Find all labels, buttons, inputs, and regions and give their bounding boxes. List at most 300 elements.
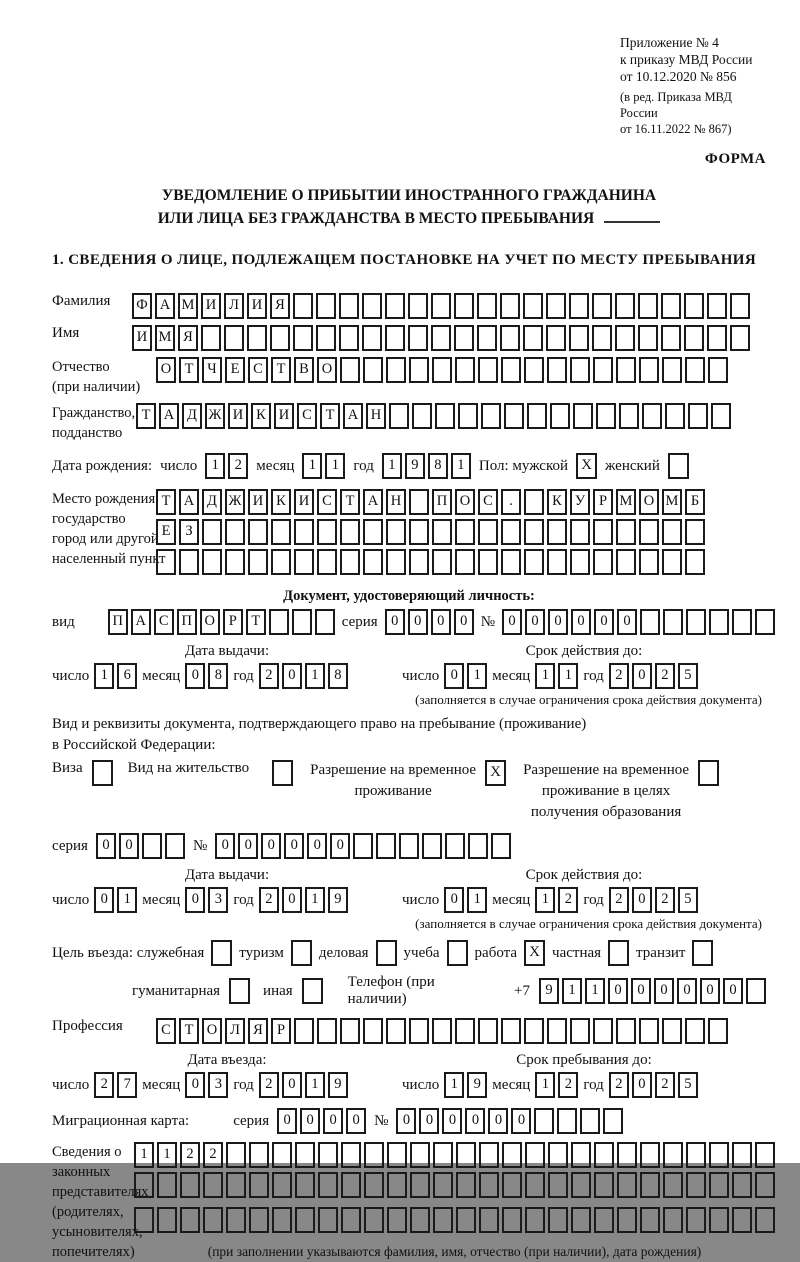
char-cell[interactable] bbox=[661, 293, 681, 319]
char-cell[interactable] bbox=[316, 293, 336, 319]
char-cell[interactable]: Ф bbox=[132, 293, 152, 319]
char-cell[interactable]: 0 bbox=[444, 663, 464, 689]
char-cell[interactable]: А bbox=[131, 609, 151, 635]
char-cell[interactable]: 0 bbox=[654, 978, 674, 1004]
char-cell[interactable]: 0 bbox=[617, 609, 637, 635]
char-cell[interactable]: 0 bbox=[488, 1108, 508, 1134]
char-cell[interactable]: О bbox=[455, 489, 475, 515]
char-cell[interactable] bbox=[594, 1172, 614, 1198]
char-cell[interactable]: П bbox=[432, 489, 452, 515]
char-cell[interactable] bbox=[455, 549, 475, 575]
char-cell[interactable] bbox=[180, 1172, 200, 1198]
char-cell[interactable]: Д bbox=[182, 403, 202, 429]
char-cell[interactable] bbox=[569, 325, 589, 351]
char-cell[interactable] bbox=[709, 609, 729, 635]
char-cell[interactable] bbox=[385, 293, 405, 319]
char-cell[interactable] bbox=[685, 549, 705, 575]
char-cell[interactable]: У bbox=[570, 489, 590, 515]
char-cell[interactable] bbox=[339, 293, 359, 319]
sex-female-checkbox[interactable] bbox=[668, 453, 689, 479]
char-cell[interactable] bbox=[525, 1142, 545, 1168]
char-cell[interactable] bbox=[709, 1172, 729, 1198]
char-cell[interactable] bbox=[363, 549, 383, 575]
char-cell[interactable]: Я bbox=[178, 325, 198, 351]
char-cell[interactable]: М bbox=[662, 489, 682, 515]
char-cell[interactable] bbox=[502, 1142, 522, 1168]
char-cell[interactable] bbox=[410, 1172, 430, 1198]
char-cell[interactable]: 5 bbox=[678, 1072, 698, 1098]
char-cell[interactable] bbox=[165, 833, 185, 859]
char-cell[interactable] bbox=[524, 519, 544, 545]
char-cell[interactable] bbox=[433, 1207, 453, 1233]
char-cell[interactable] bbox=[478, 549, 498, 575]
char-cell[interactable] bbox=[226, 1207, 246, 1233]
char-cell[interactable]: 8 bbox=[208, 663, 228, 689]
char-cell[interactable] bbox=[640, 1207, 660, 1233]
char-cell[interactable] bbox=[294, 549, 314, 575]
char-cell[interactable]: Т bbox=[156, 489, 176, 515]
char-cell[interactable] bbox=[616, 549, 636, 575]
char-cell[interactable] bbox=[639, 549, 659, 575]
char-cell[interactable] bbox=[501, 357, 521, 383]
char-cell[interactable]: С bbox=[248, 357, 268, 383]
residence-permit-checkbox[interactable] bbox=[272, 760, 293, 786]
char-cell[interactable] bbox=[571, 1172, 591, 1198]
char-cell[interactable]: С bbox=[478, 489, 498, 515]
char-cell[interactable] bbox=[269, 609, 289, 635]
char-cell[interactable]: Н bbox=[366, 403, 386, 429]
char-cell[interactable]: Т bbox=[179, 357, 199, 383]
char-cell[interactable]: 0 bbox=[677, 978, 697, 1004]
char-cell[interactable] bbox=[203, 1172, 223, 1198]
char-cell[interactable] bbox=[340, 519, 360, 545]
char-cell[interactable] bbox=[662, 357, 682, 383]
char-cell[interactable]: 1 bbox=[302, 453, 322, 479]
char-cell[interactable]: П bbox=[177, 609, 197, 635]
char-cell[interactable] bbox=[339, 325, 359, 351]
char-cell[interactable] bbox=[454, 293, 474, 319]
char-cell[interactable] bbox=[571, 1142, 591, 1168]
char-cell[interactable]: 9 bbox=[539, 978, 559, 1004]
char-cell[interactable]: 2 bbox=[655, 1072, 675, 1098]
char-cell[interactable] bbox=[603, 1108, 623, 1134]
char-cell[interactable] bbox=[157, 1207, 177, 1233]
char-cell[interactable]: 2 bbox=[558, 1072, 578, 1098]
char-cell[interactable] bbox=[662, 1018, 682, 1044]
char-cell[interactable]: 0 bbox=[525, 609, 545, 635]
char-cell[interactable] bbox=[708, 357, 728, 383]
char-cell[interactable] bbox=[363, 1018, 383, 1044]
char-cell[interactable]: И bbox=[247, 293, 267, 319]
char-cell[interactable] bbox=[134, 1207, 154, 1233]
char-cell[interactable] bbox=[662, 549, 682, 575]
char-cell[interactable]: Б bbox=[685, 489, 705, 515]
char-cell[interactable] bbox=[272, 1207, 292, 1233]
char-cell[interactable]: Т bbox=[320, 403, 340, 429]
char-cell[interactable] bbox=[570, 549, 590, 575]
char-cell[interactable] bbox=[433, 1172, 453, 1198]
char-cell[interactable] bbox=[708, 1018, 728, 1044]
char-cell[interactable]: С bbox=[154, 609, 174, 635]
char-cell[interactable]: 1 bbox=[535, 663, 555, 689]
char-cell[interactable]: Ч bbox=[202, 357, 222, 383]
char-cell[interactable] bbox=[408, 325, 428, 351]
char-cell[interactable] bbox=[617, 1172, 637, 1198]
char-cell[interactable]: 2 bbox=[203, 1142, 223, 1168]
char-cell[interactable] bbox=[203, 1207, 223, 1233]
char-cell[interactable]: Т bbox=[179, 1018, 199, 1044]
char-cell[interactable]: 0 bbox=[608, 978, 628, 1004]
char-cell[interactable] bbox=[364, 1142, 384, 1168]
char-cell[interactable] bbox=[341, 1172, 361, 1198]
char-cell[interactable]: Т bbox=[340, 489, 360, 515]
char-cell[interactable]: 2 bbox=[259, 663, 279, 689]
char-cell[interactable]: О bbox=[202, 1018, 222, 1044]
char-cell[interactable] bbox=[386, 549, 406, 575]
char-cell[interactable] bbox=[248, 549, 268, 575]
char-cell[interactable] bbox=[547, 357, 567, 383]
char-cell[interactable] bbox=[387, 1172, 407, 1198]
char-cell[interactable] bbox=[479, 1142, 499, 1168]
char-cell[interactable] bbox=[455, 519, 475, 545]
char-cell[interactable] bbox=[468, 833, 488, 859]
char-cell[interactable]: С bbox=[297, 403, 317, 429]
char-cell[interactable]: 7 bbox=[117, 1072, 137, 1098]
char-cell[interactable] bbox=[387, 1207, 407, 1233]
char-cell[interactable] bbox=[525, 1207, 545, 1233]
char-cell[interactable]: 1 bbox=[444, 1072, 464, 1098]
char-cell[interactable] bbox=[201, 325, 221, 351]
char-cell[interactable] bbox=[272, 1172, 292, 1198]
char-cell[interactable] bbox=[294, 1018, 314, 1044]
char-cell[interactable] bbox=[732, 1142, 752, 1168]
purpose-other-checkbox[interactable] bbox=[302, 978, 323, 1004]
char-cell[interactable] bbox=[456, 1172, 476, 1198]
char-cell[interactable] bbox=[479, 1172, 499, 1198]
char-cell[interactable] bbox=[295, 1142, 315, 1168]
char-cell[interactable]: 3 bbox=[208, 887, 228, 913]
char-cell[interactable] bbox=[547, 549, 567, 575]
char-cell[interactable] bbox=[478, 1018, 498, 1044]
char-cell[interactable]: Р bbox=[593, 489, 613, 515]
char-cell[interactable]: 0 bbox=[284, 833, 304, 859]
char-cell[interactable]: Р bbox=[223, 609, 243, 635]
char-cell[interactable] bbox=[663, 1207, 683, 1233]
char-cell[interactable]: К bbox=[251, 403, 271, 429]
char-cell[interactable] bbox=[270, 325, 290, 351]
char-cell[interactable] bbox=[684, 293, 704, 319]
visa-checkbox[interactable] bbox=[92, 760, 113, 786]
char-cell[interactable]: 8 bbox=[428, 453, 448, 479]
char-cell[interactable]: 1 bbox=[382, 453, 402, 479]
char-cell[interactable] bbox=[619, 403, 639, 429]
char-cell[interactable]: Я bbox=[248, 1018, 268, 1044]
char-cell[interactable] bbox=[454, 325, 474, 351]
char-cell[interactable]: 9 bbox=[467, 1072, 487, 1098]
char-cell[interactable] bbox=[412, 403, 432, 429]
char-cell[interactable] bbox=[318, 1172, 338, 1198]
char-cell[interactable] bbox=[271, 519, 291, 545]
char-cell[interactable]: 0 bbox=[502, 609, 522, 635]
char-cell[interactable]: 2 bbox=[228, 453, 248, 479]
char-cell[interactable] bbox=[386, 1018, 406, 1044]
char-cell[interactable]: М bbox=[616, 489, 636, 515]
char-cell[interactable] bbox=[570, 519, 590, 545]
char-cell[interactable]: Д bbox=[202, 489, 222, 515]
char-cell[interactable] bbox=[433, 1142, 453, 1168]
char-cell[interactable] bbox=[317, 519, 337, 545]
char-cell[interactable] bbox=[362, 293, 382, 319]
char-cell[interactable]: 0 bbox=[454, 609, 474, 635]
char-cell[interactable] bbox=[640, 609, 660, 635]
char-cell[interactable]: Л bbox=[225, 1018, 245, 1044]
char-cell[interactable] bbox=[594, 1142, 614, 1168]
char-cell[interactable]: 1 bbox=[325, 453, 345, 479]
char-cell[interactable]: А bbox=[179, 489, 199, 515]
char-cell[interactable]: К bbox=[271, 489, 291, 515]
char-cell[interactable] bbox=[546, 325, 566, 351]
char-cell[interactable] bbox=[478, 519, 498, 545]
sex-male-checkbox[interactable]: X bbox=[576, 453, 597, 479]
char-cell[interactable]: 0 bbox=[442, 1108, 462, 1134]
char-cell[interactable] bbox=[546, 293, 566, 319]
purpose-humanitarian-checkbox[interactable] bbox=[229, 978, 250, 1004]
char-cell[interactable] bbox=[617, 1142, 637, 1168]
char-cell[interactable] bbox=[502, 1172, 522, 1198]
char-cell[interactable] bbox=[353, 833, 373, 859]
char-cell[interactable]: З bbox=[179, 519, 199, 545]
char-cell[interactable] bbox=[639, 357, 659, 383]
char-cell[interactable] bbox=[431, 293, 451, 319]
char-cell[interactable] bbox=[709, 1207, 729, 1233]
char-cell[interactable]: 0 bbox=[396, 1108, 416, 1134]
char-cell[interactable]: А bbox=[343, 403, 363, 429]
char-cell[interactable] bbox=[224, 325, 244, 351]
char-cell[interactable]: 0 bbox=[465, 1108, 485, 1134]
char-cell[interactable] bbox=[500, 293, 520, 319]
char-cell[interactable] bbox=[399, 833, 419, 859]
char-cell[interactable] bbox=[249, 1207, 269, 1233]
char-cell[interactable]: Л bbox=[224, 293, 244, 319]
purpose-business-checkbox[interactable] bbox=[376, 940, 397, 966]
char-cell[interactable] bbox=[225, 519, 245, 545]
char-cell[interactable]: А bbox=[363, 489, 383, 515]
char-cell[interactable] bbox=[409, 489, 429, 515]
char-cell[interactable] bbox=[640, 1142, 660, 1168]
char-cell[interactable] bbox=[686, 609, 706, 635]
char-cell[interactable] bbox=[362, 325, 382, 351]
char-cell[interactable] bbox=[755, 1142, 775, 1168]
char-cell[interactable] bbox=[755, 1172, 775, 1198]
char-cell[interactable] bbox=[478, 357, 498, 383]
char-cell[interactable]: 2 bbox=[609, 887, 629, 913]
char-cell[interactable] bbox=[202, 519, 222, 545]
char-cell[interactable] bbox=[592, 293, 612, 319]
char-cell[interactable] bbox=[663, 609, 683, 635]
purpose-transit-checkbox[interactable] bbox=[692, 940, 713, 966]
char-cell[interactable] bbox=[580, 1108, 600, 1134]
char-cell[interactable]: 0 bbox=[323, 1108, 343, 1134]
char-cell[interactable] bbox=[385, 325, 405, 351]
char-cell[interactable] bbox=[318, 1207, 338, 1233]
char-cell[interactable]: Р bbox=[271, 1018, 291, 1044]
char-cell[interactable] bbox=[431, 325, 451, 351]
char-cell[interactable] bbox=[293, 293, 313, 319]
char-cell[interactable]: 0 bbox=[300, 1108, 320, 1134]
char-cell[interactable] bbox=[456, 1142, 476, 1168]
char-cell[interactable]: 6 bbox=[117, 663, 137, 689]
char-cell[interactable] bbox=[548, 1172, 568, 1198]
char-cell[interactable] bbox=[525, 1172, 545, 1198]
char-cell[interactable]: 5 bbox=[678, 663, 698, 689]
char-cell[interactable] bbox=[685, 1018, 705, 1044]
char-cell[interactable] bbox=[684, 325, 704, 351]
char-cell[interactable]: Н bbox=[386, 489, 406, 515]
char-cell[interactable]: 9 bbox=[328, 887, 348, 913]
char-cell[interactable]: 0 bbox=[282, 1072, 302, 1098]
char-cell[interactable]: 0 bbox=[96, 833, 116, 859]
char-cell[interactable] bbox=[732, 1172, 752, 1198]
char-cell[interactable]: И bbox=[248, 489, 268, 515]
char-cell[interactable]: 0 bbox=[632, 1072, 652, 1098]
char-cell[interactable]: 0 bbox=[330, 833, 350, 859]
char-cell[interactable]: 2 bbox=[180, 1142, 200, 1168]
char-cell[interactable] bbox=[732, 1207, 752, 1233]
char-cell[interactable]: 2 bbox=[609, 663, 629, 689]
char-cell[interactable]: 3 bbox=[208, 1072, 228, 1098]
char-cell[interactable]: 5 bbox=[678, 887, 698, 913]
purpose-official-checkbox[interactable] bbox=[211, 940, 232, 966]
char-cell[interactable] bbox=[570, 1018, 590, 1044]
char-cell[interactable] bbox=[638, 325, 658, 351]
char-cell[interactable]: 2 bbox=[558, 887, 578, 913]
char-cell[interactable]: 0 bbox=[631, 978, 651, 1004]
char-cell[interactable]: 0 bbox=[346, 1108, 366, 1134]
char-cell[interactable]: 0 bbox=[94, 887, 114, 913]
char-cell[interactable] bbox=[410, 1207, 430, 1233]
char-cell[interactable] bbox=[202, 549, 222, 575]
char-cell[interactable] bbox=[432, 357, 452, 383]
char-cell[interactable]: 0 bbox=[238, 833, 258, 859]
char-cell[interactable] bbox=[491, 833, 511, 859]
char-cell[interactable]: 1 bbox=[585, 978, 605, 1004]
char-cell[interactable] bbox=[548, 1142, 568, 1168]
char-cell[interactable]: 0 bbox=[431, 609, 451, 635]
char-cell[interactable]: 0 bbox=[419, 1108, 439, 1134]
char-cell[interactable]: 1 bbox=[535, 1072, 555, 1098]
char-cell[interactable] bbox=[709, 1142, 729, 1168]
char-cell[interactable] bbox=[642, 403, 662, 429]
char-cell[interactable] bbox=[248, 519, 268, 545]
char-cell[interactable]: 0 bbox=[548, 609, 568, 635]
char-cell[interactable]: 0 bbox=[571, 609, 591, 635]
char-cell[interactable] bbox=[593, 1018, 613, 1044]
char-cell[interactable] bbox=[409, 1018, 429, 1044]
char-cell[interactable] bbox=[363, 357, 383, 383]
char-cell[interactable] bbox=[481, 403, 501, 429]
char-cell[interactable]: Е bbox=[156, 519, 176, 545]
char-cell[interactable] bbox=[422, 833, 442, 859]
char-cell[interactable] bbox=[272, 1142, 292, 1168]
char-cell[interactable]: 0 bbox=[185, 1072, 205, 1098]
char-cell[interactable] bbox=[247, 325, 267, 351]
char-cell[interactable] bbox=[294, 519, 314, 545]
char-cell[interactable] bbox=[318, 1142, 338, 1168]
char-cell[interactable]: И bbox=[201, 293, 221, 319]
char-cell[interactable]: 0 bbox=[282, 663, 302, 689]
char-cell[interactable]: 9 bbox=[405, 453, 425, 479]
char-cell[interactable]: 1 bbox=[451, 453, 471, 479]
char-cell[interactable]: 1 bbox=[134, 1142, 154, 1168]
char-cell[interactable] bbox=[732, 609, 752, 635]
char-cell[interactable]: Ж bbox=[225, 489, 245, 515]
char-cell[interactable]: М bbox=[178, 293, 198, 319]
char-cell[interactable] bbox=[524, 549, 544, 575]
char-cell[interactable]: 1 bbox=[305, 1072, 325, 1098]
char-cell[interactable] bbox=[569, 293, 589, 319]
char-cell[interactable] bbox=[547, 519, 567, 545]
char-cell[interactable] bbox=[134, 1172, 154, 1198]
char-cell[interactable] bbox=[432, 1018, 452, 1044]
char-cell[interactable] bbox=[408, 293, 428, 319]
char-cell[interactable]: 1 bbox=[205, 453, 225, 479]
char-cell[interactable] bbox=[527, 403, 547, 429]
char-cell[interactable] bbox=[617, 1207, 637, 1233]
char-cell[interactable] bbox=[550, 403, 570, 429]
char-cell[interactable] bbox=[685, 519, 705, 545]
char-cell[interactable]: 1 bbox=[467, 663, 487, 689]
char-cell[interactable]: Т bbox=[136, 403, 156, 429]
char-cell[interactable]: 0 bbox=[282, 887, 302, 913]
char-cell[interactable]: 0 bbox=[119, 833, 139, 859]
char-cell[interactable] bbox=[755, 1207, 775, 1233]
char-cell[interactable] bbox=[593, 519, 613, 545]
char-cell[interactable]: 1 bbox=[535, 887, 555, 913]
char-cell[interactable]: И bbox=[132, 325, 152, 351]
char-cell[interactable]: 2 bbox=[609, 1072, 629, 1098]
char-cell[interactable] bbox=[593, 357, 613, 383]
char-cell[interactable]: 0 bbox=[185, 663, 205, 689]
char-cell[interactable] bbox=[639, 519, 659, 545]
char-cell[interactable] bbox=[226, 1142, 246, 1168]
char-cell[interactable] bbox=[458, 403, 478, 429]
char-cell[interactable]: В bbox=[294, 357, 314, 383]
char-cell[interactable] bbox=[386, 357, 406, 383]
char-cell[interactable]: 0 bbox=[408, 609, 428, 635]
char-cell[interactable] bbox=[341, 1142, 361, 1168]
char-cell[interactable]: 0 bbox=[307, 833, 327, 859]
char-cell[interactable] bbox=[665, 403, 685, 429]
char-cell[interactable] bbox=[292, 609, 312, 635]
char-cell[interactable]: 0 bbox=[261, 833, 281, 859]
char-cell[interactable] bbox=[432, 519, 452, 545]
char-cell[interactable] bbox=[410, 1142, 430, 1168]
char-cell[interactable] bbox=[477, 325, 497, 351]
char-cell[interactable] bbox=[592, 325, 612, 351]
char-cell[interactable] bbox=[340, 1018, 360, 1044]
char-cell[interactable] bbox=[341, 1207, 361, 1233]
char-cell[interactable] bbox=[571, 1207, 591, 1233]
purpose-private-checkbox[interactable] bbox=[608, 940, 629, 966]
char-cell[interactable]: 1 bbox=[467, 887, 487, 913]
char-cell[interactable] bbox=[639, 1018, 659, 1044]
char-cell[interactable] bbox=[711, 403, 731, 429]
char-cell[interactable] bbox=[455, 1018, 475, 1044]
char-cell[interactable]: . bbox=[501, 489, 521, 515]
char-cell[interactable]: Ж bbox=[205, 403, 225, 429]
char-cell[interactable]: Т bbox=[271, 357, 291, 383]
char-cell[interactable] bbox=[386, 519, 406, 545]
